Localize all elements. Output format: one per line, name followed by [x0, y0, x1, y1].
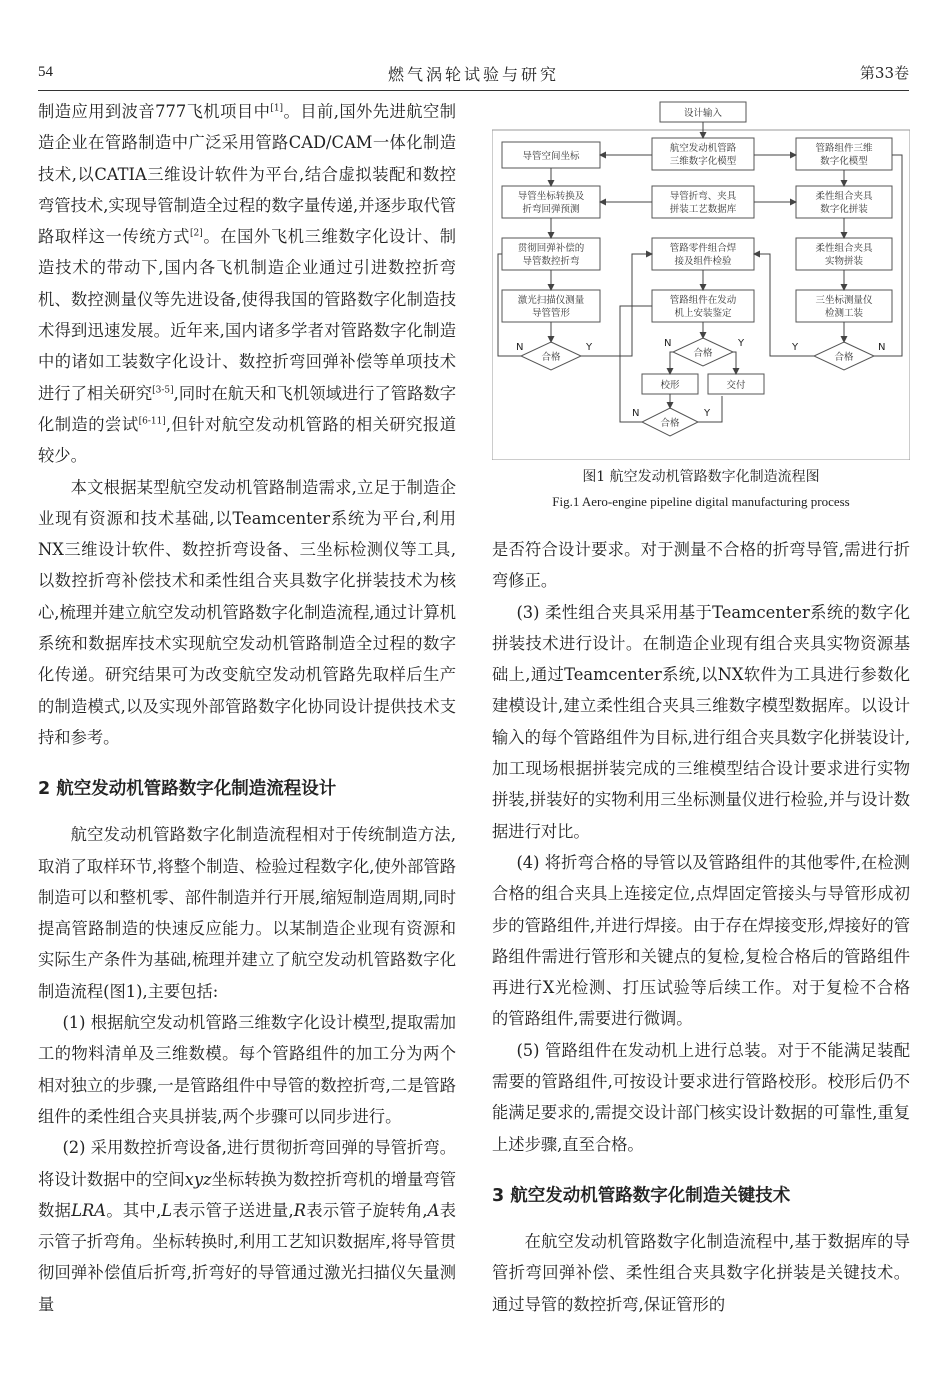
svg-text:拼装工艺数据库: 拼装工艺数据库 — [669, 204, 737, 215]
box-design-input — [660, 102, 746, 122]
svg-text:柔性组合夹具: 柔性组合夹具 — [815, 243, 873, 254]
svg-text:激光扫描仪测量: 激光扫描仪测量 — [517, 295, 585, 306]
svg-text:三坐标测量仪: 三坐标测量仪 — [815, 295, 873, 306]
svg-text:管路组件三维: 管路组件三维 — [815, 143, 873, 154]
citation: [3-5] — [152, 385, 174, 396]
box-coordinate-conversion — [502, 186, 600, 218]
box-laser-measurement — [502, 290, 600, 322]
svg-text:导管管形: 导管管形 — [531, 308, 571, 319]
volume-label: 第33卷 — [859, 64, 909, 82]
citation: [6-11] — [138, 416, 166, 427]
header-rule — [38, 90, 909, 91]
box-engine-installation — [652, 290, 754, 322]
svg-text:三维数字化模型: 三维数字化模型 — [669, 156, 737, 167]
svg-text:合格: 合格 — [834, 352, 854, 363]
list-item-5: (5) 管路组件在发动机上进行总装。对于不能满足装配需要的管路组件,可按设计要求进行管路校形。校形后仍不能满足要求的,需提交设计部门核实设计数据的可靠性,重复上述步骤,直至合格。 — [492, 1040, 910, 1154]
svg-text:导管折弯、夹具: 导管折弯、夹具 — [669, 191, 737, 202]
svg-text:Y: Y — [704, 408, 711, 419]
left-column — [38, 96, 456, 1320]
svg-text:交付: 交付 — [726, 380, 746, 391]
paragraph-key-tech: 在航空发动机管路数字化制造流程中,基于数据库的导管折弯回弹补偿、柔性组合夹具数字化拼装是关键技术。通过导管的数控折弯,保证管形的 — [492, 1231, 910, 1314]
svg-text:校形: 校形 — [660, 380, 680, 391]
svg-text:航空发动机管路: 航空发动机管路 — [669, 143, 737, 154]
box-process-database — [652, 186, 754, 218]
running-header — [38, 60, 909, 86]
decision-left — [521, 342, 581, 370]
svg-text:合格: 合格 — [693, 348, 713, 359]
svg-text:导管空间坐标: 导管空间坐标 — [522, 151, 580, 162]
box-clamp-model — [796, 138, 892, 170]
svg-text:N: N — [878, 342, 886, 353]
box-deliver — [708, 374, 764, 394]
decision-center — [673, 338, 733, 366]
paragraph-purpose: 本文根据某型航空发动机管路制造需求,立足于制造企业现有资源和技术基础,以Teamcenter系统为平台,利用NX三维设计软件、数控折弯设备、三坐标检测仪等工具,以数控折弯补偿技术和柔性组合夹具数字化拼装技术为核心,梳理并建立航空发动机管路数字化制造流程,通过计算机系统和数据库技术实现航空发动机管路制造全过程的数字化传递。研究结果可为改变航空发动机管路先取样后生产的制造模式,以及实现外部管路数字化协同设计提供技术支持和参考。 — [38, 477, 456, 747]
svg-text:设计输入: 设计输入 — [683, 108, 723, 119]
page-number: 54 — [38, 64, 53, 80]
svg-text:Y: Y — [586, 342, 593, 353]
paragraph-continuation: 是否符合设计要求。对于测量不合格的折弯导管,需进行折弯修正。 — [492, 540, 910, 591]
decision-right — [814, 342, 874, 370]
figure-1-flowchart — [492, 98, 910, 460]
list-item-3: (3) 柔性组合夹具采用基于Teamcenter系统的数字化拼装技术进行设计。在制造企业现有组合夹具实物资源基础上,通过Teamcenter系统,以NX软件为工具进行参数化建模设计,建立柔性组合夹具三维数字模型数据库。以设计输入的每个管路组件为目标,进行组合夹具数字化拼装设计,加工现场根据拼装完成的三维模型结合设计要求进行实物拼装,拼装好的实物利用三坐标测量仪进行检验,并与设计数据进行对比。 — [492, 602, 910, 841]
section-2-heading: 2 航空发动机管路数字化制造流程设计 — [38, 779, 337, 800]
right-column — [492, 534, 910, 1320]
svg-text:管路零件组合焊: 管路零件组合焊 — [669, 243, 737, 254]
citation: [2] — [189, 228, 203, 239]
list-item-1: (1) 根据航空发动机管路三维数字化设计模型,提取需加工的物料清单及三维数模。每个管路组件的加工分为两个相对独立的步骤,一是管路组件中导管的数控折弯,二是管路组件的柔性组合夹具拼装,两个步骤可以同步进行。 — [38, 1013, 456, 1126]
box-reshape — [642, 374, 698, 394]
list-item-4: (4) 将折弯合格的导管以及管路组件的其他零件,在检测合格的组合夹具上连接定位,点焊固定管接头与导管形成初步的管路组件,并进行焊接。由于存在焊接变形,焊接好的管路组件需进行管形和关键点的复检,复检合格后的管路组件再进行X光检测、打压试验等后续工作。对于复检不合格的管路组件,需要进行微调。 — [492, 852, 910, 1029]
svg-text:折弯回弹预测: 折弯回弹预测 — [522, 204, 580, 215]
box-physical-assembly — [796, 238, 892, 270]
list-item-2: (2) 采用数控折弯设备,进行贯彻折弯回弹的导管折弯。将设计数据中的空间xyz坐标转换为数控折弯机的增量弯管数据LRA。其中,L表示管子送进量,R表示管子旋转角,A表示管子折弯角。坐标转换时,利用工艺知识数据库,将导管贯彻回弹补偿值后折弯,折弯好的导管通过激光扫描仪矢量测量 — [38, 1138, 456, 1314]
figure-caption-cn: 图1 航空发动机管路数字化制造流程图 — [582, 469, 820, 485]
svg-text:合格: 合格 — [541, 352, 561, 363]
flowchart-svg — [492, 98, 910, 460]
svg-text:柔性组合夹具: 柔性组合夹具 — [815, 191, 873, 202]
svg-text:机上安装鉴定: 机上安装鉴定 — [674, 308, 732, 319]
box-spatial-coordinates — [502, 142, 600, 168]
section-3-heading: 3 航空发动机管路数字化制造关键技术 — [492, 1185, 791, 1206]
box-springback-bending — [502, 238, 600, 270]
box-flex-assembly — [796, 186, 892, 218]
decision-bottom — [642, 408, 698, 436]
box-3d-model — [652, 138, 754, 170]
svg-text:导管数控折弯: 导管数控折弯 — [522, 256, 580, 267]
svg-text:数字化模型: 数字化模型 — [820, 156, 868, 167]
svg-text:检测工装: 检测工装 — [824, 308, 864, 319]
box-cmm-inspection — [796, 290, 892, 322]
svg-text:数字化拼装: 数字化拼装 — [820, 204, 868, 215]
citation: [1] — [270, 103, 284, 114]
svg-text:导管坐标转换及: 导管坐标转换及 — [517, 191, 585, 202]
paragraph-intro: 制造应用到波音777飞机项目中[1]。目前,国外先进航空制造企业在管路制造中广泛采用管路CAD/CAM一体化制造技术,以CATIA三维设计软件为平台,结合虚拟装配和数控弯管技术,实现导管制造全过程的数字量传递,并逐步取代管路取样这一传统方式[2]。在国外飞机三维数字化设计、制造技术的带动下,国内各飞机制造企业通过引进数控折弯机、数控测量仪等先进设备,使得我国的管路数字化制造技术得到迅速发展。近年来,国内诸多学者对管路数字化制造中的诸如工装数字化设计、数控折弯回弹补偿等单项技术进行了相关研究[3-5],同时在航天和飞机领域进行了管路数字化制造的尝试[6-11],但针对航空发动机管路的相关研究报道较少。 — [38, 102, 457, 466]
svg-text:N: N — [632, 408, 640, 419]
svg-text:N: N — [516, 342, 524, 353]
journal-title: 燃气涡轮试验与研究 — [387, 65, 559, 84]
svg-text:Y: Y — [738, 338, 745, 349]
svg-text:贯彻回弹补偿的: 贯彻回弹补偿的 — [517, 243, 585, 254]
figure-caption-en: Fig.1 Aero-engine pipeline digital manufacturing process — [552, 494, 850, 509]
svg-text:合格: 合格 — [660, 418, 680, 429]
svg-text:Y: Y — [792, 342, 799, 353]
svg-text:管路组件在发动: 管路组件在发动 — [669, 295, 737, 306]
paragraph-process: 航空发动机管路数字化制造流程相对于传统制造方法,取消了取样环节,将整个制造、检验过程数字化,使外部管路制造可以和整机零、部件制造并行开展,缩短制造周期,同时提高管路制造的快速反应能力。以某制造企业现有资源和实际生产条件为基础,梳理并建立了航空发动机管路数字化制造流程(图1),主要包括: — [38, 825, 456, 1001]
svg-text:接及组件检验: 接及组件检验 — [674, 256, 732, 267]
svg-text:实物拼装: 实物拼装 — [824, 256, 864, 267]
svg-text:N: N — [664, 338, 672, 349]
box-welding — [652, 238, 754, 270]
